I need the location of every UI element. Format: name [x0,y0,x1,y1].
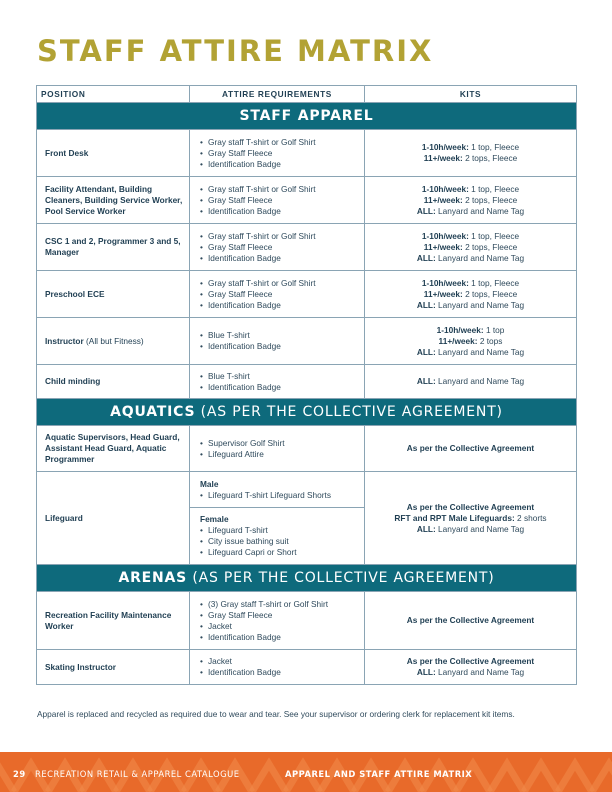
kits-cell [365,426,577,472]
attire-group-label: Male [200,478,219,489]
footer-section-name: APPAREL AND STAFF ATTIRE MATRIX [285,769,473,779]
table-row [37,365,577,399]
kits-cell [365,365,577,399]
kit-label: 11+/week: [438,335,478,346]
attire-cell [190,472,365,565]
table-row [37,224,577,271]
kit-label: 11+/week: [423,288,463,299]
kit-label: 1-10h/week: [421,142,469,152]
kits-cell [365,177,577,224]
position-name: Recreation Facility Maintenance Worker [45,609,172,631]
attire-item: • Identification Badge [200,632,358,643]
kit-label: 1-10h/week: [421,183,469,194]
kit-text: 1 top, Fleece [468,183,520,194]
attire-matrix-table [36,85,577,685]
kit-text: 2 tops, Fleece [462,194,518,205]
kit-line [371,253,570,264]
kit-line [371,195,570,206]
kit-label: 11+/week: [423,153,463,163]
position-name: Child minding [45,376,101,386]
position-cell [37,224,190,271]
attire-list [200,525,358,558]
attire-list [200,371,358,393]
page-title: STAFF ATTIRE MATRIX [37,34,434,68]
kit-label: 1-10h/week: [421,230,469,241]
attire-item: • Gray Staff Fleece [200,195,358,206]
attire-item: • Gray staff T-shirt or Golf Shirt [200,231,358,242]
kit-text: Lanyard and Name Tag [435,346,525,357]
attire-list [200,330,358,352]
footer-text [13,769,472,779]
attire-cell [190,224,365,271]
kit-full-text: As per the Collective Agreement [406,615,535,625]
section-subtitle: (AS PER THE COLLECTIVE AGREEMENT) [195,404,503,420]
section-header [37,565,577,592]
section-title: AQUATICS [110,404,196,420]
kit-label: ALL: [416,523,436,534]
attire-item: • Identification Badge [200,667,358,678]
attire-item: • Gray staff T-shirt or Golf Shirt [200,184,358,195]
kit-text: Lanyard and Name Tag [435,252,525,263]
kit-label: ALL: [416,376,436,386]
position-cell [37,426,190,472]
attire-item: • City issue bathing suit [200,536,358,547]
table-row [37,271,577,318]
kit-line [371,513,570,524]
kit-text: 1 top [483,324,505,335]
position-name: Preschool ECE [45,288,105,299]
kit-full-text: As per the Collective Agreement [406,443,535,453]
kit-label: 1-10h/week: [421,277,469,288]
kits-cell [365,318,577,365]
attire-group [190,473,364,508]
attire-item: • Jacket [200,621,358,632]
attire-list [200,599,358,643]
position-name: Instructor [45,335,84,346]
kit-text: Lanyard and Name Tag [435,523,525,534]
kit-label: ALL: [416,205,436,216]
column-header-position: POSITION [37,86,190,103]
kit-text: 2 tops, Fleece [462,153,518,163]
kit-text: 1 top, Fleece [468,142,520,152]
position-name: CSC 1 and 2, Programmer 3 and 5, Manager [45,236,181,257]
position-cell [37,318,190,365]
position-cell [37,365,190,399]
attire-item: • Blue T-shirt [200,330,358,341]
kit-label: 11+/week: [423,194,463,205]
kit-line [371,184,570,195]
attire-cell [190,650,365,685]
table-row [37,426,577,472]
kit-text: Lanyard and Name Tag [435,667,525,677]
attire-cell [190,130,365,177]
attire-item: • Jacket [200,656,358,667]
attire-list [200,137,358,170]
section-subtitle: (AS PER THE COLLECTIVE AGREEMENT) [187,570,495,586]
kit-text: 1 top, Fleece [468,277,520,288]
table-row [37,592,577,650]
column-header-kits: KITS [365,86,577,103]
attire-item: • Blue T-shirt [200,371,358,382]
kit-line [371,206,570,217]
attire-item: • Identification Badge [200,159,358,170]
position-name: Skating Instructor [45,661,116,672]
kit-text: 1 top, Fleece [468,230,520,241]
attire-list [200,656,358,678]
section-header-row [37,103,577,130]
section-header [37,103,577,130]
attire-item: • Lifeguard T-shirt [200,525,358,536]
kits-cell [365,224,577,271]
kits-cell [365,130,577,177]
attire-item: • Gray Staff Fleece [200,242,358,253]
position-cell [37,592,190,650]
table-row [37,318,577,365]
attire-item: • Gray Staff Fleece [200,148,358,159]
attire-cell [190,177,365,224]
table-row [37,130,577,177]
table-body [37,103,577,685]
attire-item: • Gray staff T-shirt or Golf Shirt [200,137,358,148]
attire-item: • Gray Staff Fleece [200,610,358,621]
table-row [37,472,577,565]
kit-line [371,231,570,242]
kit-line [371,325,570,336]
attire-list [200,231,358,264]
attire-list [200,184,358,217]
position-name: Aquatic Supervisors, Head Guard, Assistant Head Guard, Aquatic Programmer [45,432,180,464]
kits-cell [365,592,577,650]
column-header-attire: ATTIRE REQUIREMENTS [190,86,365,103]
kit-full-text: As per the Collective Agreement [406,501,535,512]
kit-line [371,336,570,347]
kit-text: 2 tops, Fleece [462,241,518,252]
kit-label: ALL: [416,346,436,357]
page-number: 29 [13,769,26,779]
footnote: Apparel is replaced and recycled as required due to wear and tear. See your supervisor or ordering clerk for replacement kit items. [37,709,515,719]
attire-item: • Identification Badge [200,253,358,264]
attire-list [200,438,358,460]
position-name: Lifeguard [45,512,83,523]
position-note: (All but Fitness) [83,335,144,346]
attire-item: • Gray Staff Fleece [200,289,358,300]
table-row [37,177,577,224]
table-header-row [37,86,577,103]
position-cell [37,177,190,224]
position-name: Facility Attendant, Building Cleaners, Building Service Worker, Pool Service Worker [45,183,183,216]
kits-cell [365,472,577,565]
attire-item: • (3) Gray staff T-shirt or Golf Shirt [200,599,358,610]
section-header-row [37,399,577,426]
kit-line [371,242,570,253]
kit-line [371,376,570,387]
kit-full-text: As per the Collective Agreement [406,656,535,666]
attire-list [200,490,358,501]
section-title: STAFF APPAREL [239,108,374,124]
table-row [37,650,577,685]
kit-text: Lanyard and Name Tag [435,205,525,216]
kit-text: 2 shorts [514,512,547,523]
kit-label: ALL: [416,252,436,263]
position-cell [37,130,190,177]
attire-item: • Lifeguard Capri or Short [200,547,358,558]
kit-text: Lanyard and Name Tag [435,376,525,386]
attire-cell [190,592,365,650]
kit-line [371,278,570,289]
kits-cell [365,650,577,685]
kit-text: 2 tops [477,335,503,346]
kit-text: Lanyard and Name Tag [435,299,525,310]
kit-label: RFT and RPT Male Lifeguards: [394,512,515,523]
kit-line [371,524,570,535]
section-header-row [37,565,577,592]
attire-item: • Lifeguard Attire [200,449,358,460]
position-cell [37,271,190,318]
kits-cell [365,271,577,318]
attire-list [200,278,358,311]
section-header [37,399,577,426]
attire-cell [190,365,365,399]
kit-line [371,153,570,164]
kit-label: 1-10h/week: [436,324,484,335]
kit-label: ALL: [416,299,436,310]
section-title: ARENAS [118,570,188,586]
attire-item: • Identification Badge [200,341,358,352]
attire-item: • Supervisor Golf Shirt [200,438,358,449]
attire-group [190,508,364,564]
attire-item: • Identification Badge [200,206,358,217]
kit-line [371,667,570,678]
footer-catalogue-name: RECREATION RETAIL & APPAREL CATALOGUE [35,769,240,779]
position-cell [37,650,190,685]
kit-label: ALL: [416,667,436,677]
attire-group-label: Female [200,513,229,524]
attire-cell [190,318,365,365]
attire-item: • Identification Badge [200,382,358,393]
kit-line [371,300,570,311]
kit-line [371,347,570,358]
position-name: Front Desk [45,147,89,158]
attire-item: • Identification Badge [200,300,358,311]
kit-label: 11+/week: [423,241,463,252]
kit-text: 2 tops, Fleece [462,288,518,299]
attire-item: • Gray staff T-shirt or Golf Shirt [200,278,358,289]
kit-line [371,142,570,153]
attire-cell [190,271,365,318]
kit-line [371,289,570,300]
attire-item: • Lifeguard T-shirt Lifeguard Shorts [200,490,358,501]
attire-cell [190,426,365,472]
position-cell [37,472,190,565]
